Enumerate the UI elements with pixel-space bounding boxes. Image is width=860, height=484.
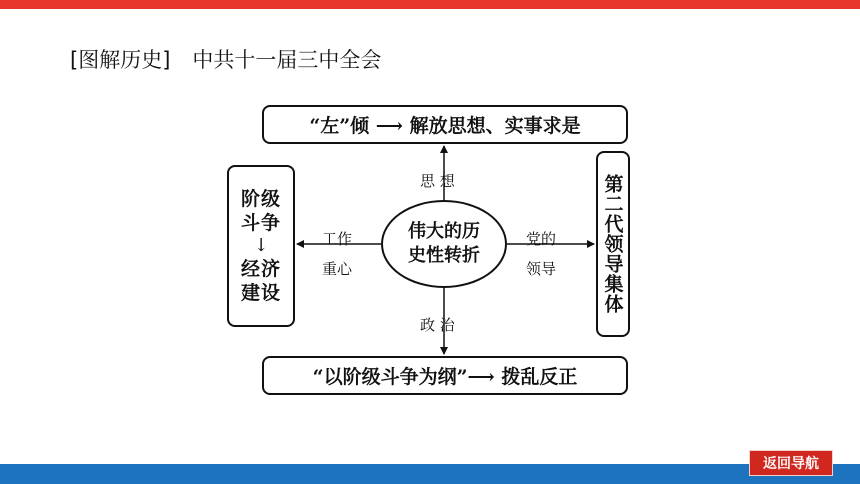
label-up: 思 想	[420, 172, 455, 190]
right-box: 第二代领导集体	[596, 151, 630, 337]
center-text: 伟大的历史性转折	[408, 221, 480, 266]
top-accent-bar	[0, 0, 860, 9]
center-ellipse	[381, 200, 507, 288]
left-box-line4: 建设	[240, 282, 281, 304]
label-left-1: 工作	[322, 230, 353, 248]
left-box-line1: 阶级	[240, 188, 281, 210]
bottom-accent-bar	[0, 464, 860, 484]
label-right-1: 党的	[526, 230, 557, 248]
label-down: 政 治	[420, 316, 455, 334]
left-box-line3: 经济	[240, 258, 281, 280]
title-text: 中共十一届三中全会	[192, 48, 382, 72]
left-box	[227, 165, 295, 327]
left-box-line2: 斗争	[240, 212, 281, 234]
down-arrow-icon: ↓	[253, 235, 269, 256]
top-box: “左”倾 ⟶ 解放思想、实事求是	[262, 105, 628, 144]
section-tag: [图解历史]	[70, 48, 171, 72]
label-left-2: 重心	[322, 260, 353, 278]
label-right-2: 领导	[526, 260, 557, 278]
bottom-box: “以阶级斗争为纲”⟶ 拨乱反正	[262, 356, 628, 395]
page-title	[70, 44, 381, 74]
back-to-nav-button[interactable]: 返回导航	[749, 450, 833, 476]
